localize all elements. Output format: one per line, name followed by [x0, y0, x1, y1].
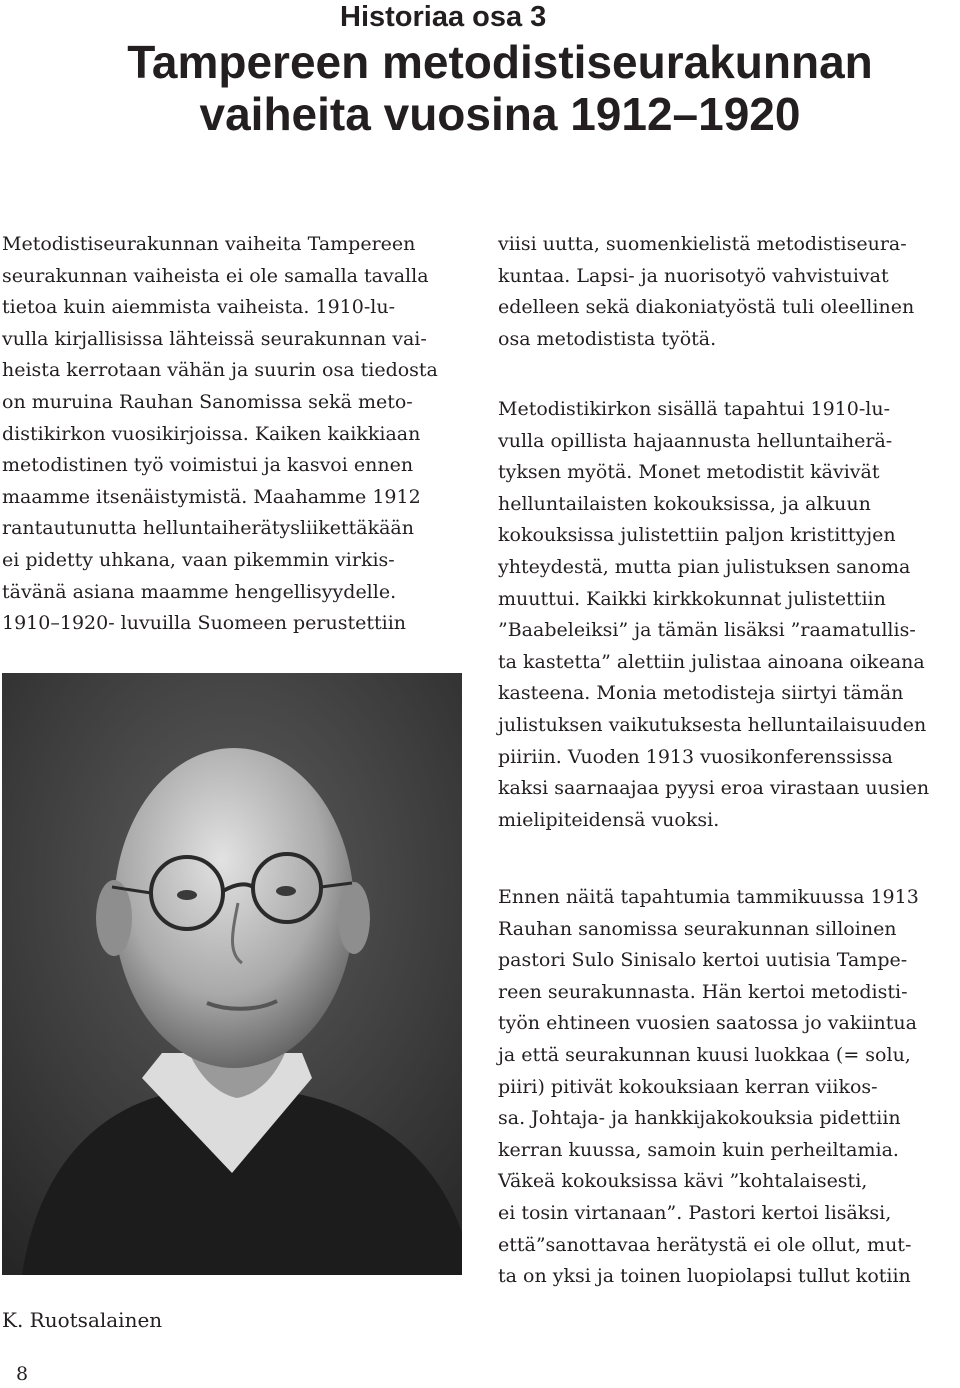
left-column — [2, 229, 463, 640]
right-text-line: ta on yksi ja toinen luopiolapsi tullut kotiin — [498, 1265, 911, 1288]
right-paragraph-1 — [498, 229, 956, 355]
right-text-line: kasteena. Monia metodisteja siirtyi tämän — [498, 682, 904, 705]
right-text-line: kuntaa. Lapsi- ja nuorisotyö vahvistuivat — [498, 264, 889, 287]
right-text-line: pastori Sulo Sinisalo kertoi uutisia Tampe- — [498, 949, 908, 972]
section-kicker: Historiaa osa 3 — [340, 1, 547, 33]
portrait-illustration — [2, 673, 462, 1275]
left-text-line: vulla kirjallisissa lähteissä seurakunnan vai- — [2, 327, 427, 350]
right-text-line: mielipiteidensä vuoksi. — [498, 808, 720, 831]
right-text-line: ”Baabeleiksi” ja tämän lisäksi ”raamatullis- — [498, 619, 916, 642]
left-text-line: distikirkon vuosikirjoissa. Kaiken kaikkiaan — [2, 422, 421, 445]
title-line-2: vaiheita vuosina 1912–1920 — [199, 88, 801, 140]
photo-caption: K. Ruotsalainen — [2, 1308, 163, 1332]
right-text-line: julistuksen vaikutuksesta helluntailaisuuden — [498, 713, 927, 736]
right-text-line: kerran kuussa, samoin kuin perheiltamia. — [498, 1138, 899, 1161]
left-text-line: on muruina Rauhan Sanomissa sekä meto- — [2, 390, 413, 413]
left-text-line: Metodistiseurakunnan vaiheita Tampereen — [2, 233, 416, 255]
left-text-line: ei pidetty uhkana, vaan pikemmin virkis- — [2, 548, 395, 571]
right-text-line: vulla opillista hajaannusta helluntaiherä- — [498, 429, 893, 452]
right-text-line: yhteydestä, mutta pian julistuksen sanoma — [498, 555, 911, 578]
title-line-1: Tampereen metodistiseurakunnan — [127, 36, 873, 88]
right-text-line: ei tosin virtanaan”. Pastori kertoi lisäksi, — [498, 1201, 892, 1224]
left-text-line: 1910–1920- luvuilla Suomeen perustettiin — [2, 612, 407, 635]
right-text-line: osa metodistista työtä. — [498, 327, 717, 350]
left-text-line: metodistinen työ voimistui ja kasvoi ennen — [2, 454, 414, 477]
right-text-line: Ennen näitä tapahtumia tammikuussa 1913 — [498, 886, 919, 908]
right-text-line: ta kastetta” alettiin julistaa ainoana oikeana — [498, 650, 925, 673]
right-text-line: muuttui. Kaikki kirkkokunnat julistettiin — [498, 587, 886, 610]
right-text-line: että”sanottavaa herätystä ei ole ollut, mut- — [498, 1233, 912, 1256]
left-text-line: tietoa kuin aiemmista vaiheista. 1910-lu- — [2, 296, 396, 319]
article-title — [60, 36, 940, 140]
right-text-line: reen seurakunnasta. Hän kertoi metodisti- — [498, 980, 908, 1003]
right-text-line: viisi uutta, suomenkielistä metodistiseura- — [498, 233, 907, 255]
right-text-line: ja että seurakunnan kuusi luokkaa (= solu, — [498, 1043, 911, 1066]
left-text-line: seurakunnan vaiheista ei ole samalla tavalla — [2, 264, 429, 287]
portrait-photo — [2, 673, 462, 1275]
left-text-line: tävänä asiana maamme hengellisyydelle. — [2, 580, 397, 603]
right-text-line: piiri) pitivät kokouksiaan kerran viikos- — [498, 1075, 878, 1098]
left-text-line: maamme itsenäistymistä. Maahamme 1912 — [2, 485, 421, 508]
right-text-line: Metodistikirkon sisällä tapahtui 1910-lu- — [498, 398, 890, 420]
right-text-line: Rauhan sanomissa seurakunnan silloinen — [498, 917, 897, 940]
right-paragraph-3 — [498, 882, 956, 1293]
right-paragraph-2 — [498, 394, 956, 836]
right-text-line: kokouksissa julistettiin paljon kristittyjen — [498, 524, 896, 547]
right-text-line: Väkeä kokouksissa kävi ”kohtalaisesti, — [498, 1170, 868, 1193]
right-text-line: edelleen sekä diakoniatyöstä tuli oleellinen — [498, 296, 915, 319]
right-text-line: helluntailaisten kokouksissa, ja alkuun — [498, 492, 871, 515]
left-text-line: heista kerrotaan vähän ja suurin osa tiedosta — [2, 359, 438, 382]
right-text-line: tyksen myötä. Monet metodistit kävivät — [498, 461, 880, 484]
right-text-line: työn ehtineen vuosien saatossa jo vakiintua — [498, 1012, 917, 1035]
right-text-line: piiriin. Vuoden 1913 vuosikonferenssissa — [498, 745, 893, 768]
left-text-line: rantautunutta helluntaiherätysliikettäkään — [2, 517, 414, 540]
right-text-line: kaksi saarnaajaa pyysi eroa virastaan uusien — [498, 777, 930, 800]
page-number: 8 — [16, 1363, 29, 1385]
right-text-line: sa. Johtaja- ja hankkijakokouksia pidettiin — [498, 1107, 901, 1130]
